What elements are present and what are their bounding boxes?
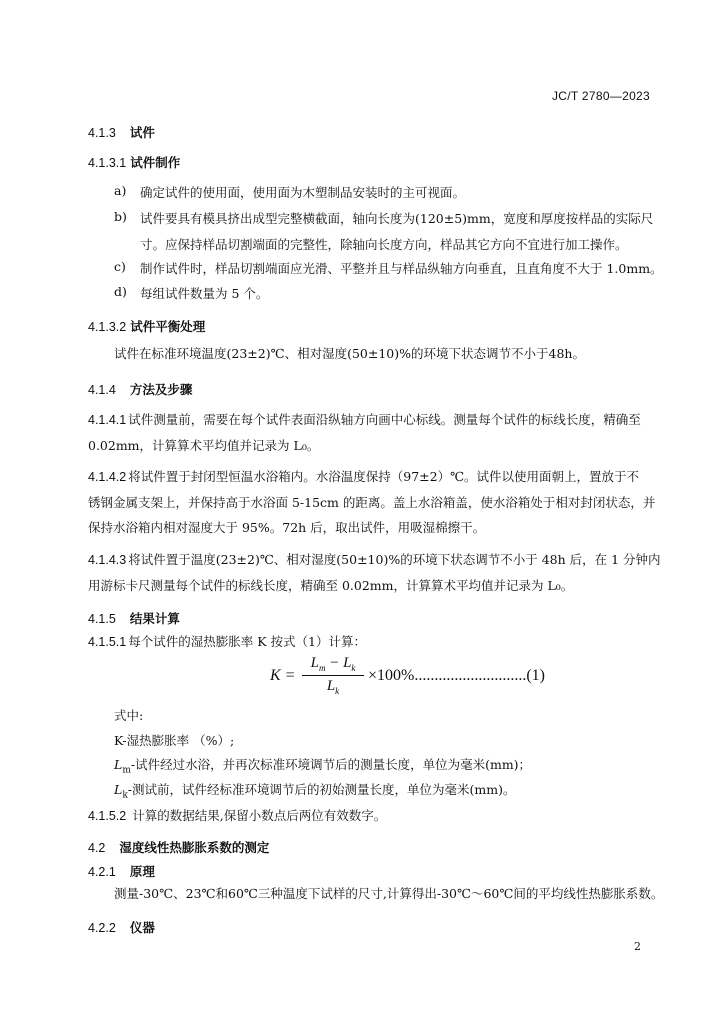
paragraph-4-1-4-3-line2: 用游标卡尺测量每个试件的标线长度，精确至 0.02mm，计算算术平均值并记录为 L₀。 xyxy=(88,578,574,593)
subscript-m: m xyxy=(318,663,326,673)
paragraph-4-1-5-1 xyxy=(88,632,366,650)
list-item-label: d) xyxy=(114,284,127,299)
symbol-l: L xyxy=(114,757,123,772)
paragraph-4-1-5-2 xyxy=(88,806,386,824)
formula-denominator xyxy=(302,678,364,696)
paragraph-4-1-4-3-line1 xyxy=(88,550,661,568)
section-title: 仪器 xyxy=(129,921,155,935)
minus-sign: − xyxy=(325,655,344,671)
heading-4-2-2 xyxy=(88,918,155,936)
definition-text: -试件经过水浴，并再次标准环境调节后的测量长度，单位为毫米(mm)； xyxy=(130,757,532,772)
paragraph-conditioning: 试件在标准环境温度(23±2)℃、相对湿度(50±10)%的环境下状态调节不小于48h。 xyxy=(114,346,585,361)
clause-number: 4.1.4.3 xyxy=(88,553,127,567)
fraction-bar xyxy=(302,675,364,676)
clause-text: 将试件置于封闭型恒温水浴箱内。水浴温度保持（97±2）℃。试件以使用面朝上，置放于不 xyxy=(128,469,640,484)
symbol-l: L xyxy=(114,782,123,797)
list-item-label: b) xyxy=(114,209,127,224)
section-number: 4.1.3.2 xyxy=(88,320,127,334)
formula-lhs: K = xyxy=(270,667,296,684)
symbol-l: L xyxy=(326,678,336,694)
subscript-k: k xyxy=(351,663,356,673)
symbol-l: L xyxy=(310,655,319,671)
definition-lk xyxy=(114,782,515,804)
section-number: 4.1.3 xyxy=(88,126,116,140)
subscript-k: k xyxy=(122,790,128,801)
list-item-text: 制作试件时，样品切割端面应光滑、平整并且与样品纵轴方向垂直，且直角度不大于 1.0mm。 xyxy=(140,261,663,276)
clause-text: 每个试件的湿热膨胀率 K 按式（1）计算： xyxy=(128,634,366,649)
section-number: 4.1.3.1 xyxy=(88,156,127,170)
subscript-m: m xyxy=(122,765,131,776)
definition-k: K-湿热膨胀率 （%）; xyxy=(114,733,235,748)
section-title: 湿度线性热膨胀系数的测定 xyxy=(119,841,270,855)
clause-number: 4.1.4.1 xyxy=(88,413,127,427)
section-number: 4.2.2 xyxy=(88,921,116,935)
heading-4-1-3-1 xyxy=(88,153,180,171)
where-intro: 式中: xyxy=(114,708,144,723)
section-title: 试件 xyxy=(129,126,155,140)
section-number: 4.1.4 xyxy=(88,383,116,397)
heading-4-2-1 xyxy=(88,862,155,880)
clause-text: 将试件置于温度(23±2)℃、相对湿度(50±10)%的环境下状态调节不小于 48h 后，在 1 分钟内 xyxy=(128,552,661,567)
formula-rhs: ×100%............................(1) xyxy=(368,667,546,684)
heading-4-1-4 xyxy=(88,380,192,398)
clause-number: 4.1.4.2 xyxy=(88,470,127,484)
clause-text: 试件测量前，需要在每个试件表面沿纵轴方向画中心标线。测量每个试件的标线长度，精确至 xyxy=(128,412,641,427)
paragraph-4-1-4-1-line1 xyxy=(88,410,641,428)
paragraph-4-1-4-2-line1 xyxy=(88,467,639,485)
section-number: 4.2 xyxy=(88,841,106,855)
formula-numerator xyxy=(302,655,364,673)
heading-4-2 xyxy=(88,838,269,856)
list-item-continuation: 寸。应保持样品切割端面的完整性，除轴向长度方向，样品其它方向不宜进行加工操作。 xyxy=(140,237,628,252)
clause-number: 4.1.5.2 xyxy=(88,809,127,823)
section-title: 方法及步骤 xyxy=(129,383,193,397)
paragraph-4-1-4-1-line2: 0.02mm，计算算术平均值并记录为 L₀。 xyxy=(88,438,320,453)
list-item-text: 试件要具有模具挤出成型完整横截面，轴向长度为(120±5)mm，宽度和厚度按样品的实际尺 xyxy=(140,211,654,226)
section-title: 结果计算 xyxy=(129,612,180,626)
heading-4-1-5 xyxy=(88,609,180,627)
section-title: 试件平衡处理 xyxy=(130,320,206,334)
list-item-label: c) xyxy=(114,259,126,274)
clause-text: 计算的数据结果,保留小数点后两位有效数字。 xyxy=(132,808,387,823)
definition-text: -测试前，试件经标准环境调节后的初始测量长度，单位为毫米(mm)。 xyxy=(127,782,516,797)
paragraph-principle: 测量-30℃、23℃和60℃三种温度下试样的尺寸,计算得出-30℃～60℃间的平均线性热膨胀系数。 xyxy=(114,886,664,901)
heading-4-1-3-2 xyxy=(88,317,205,335)
definition-lm xyxy=(114,757,531,779)
heading-4-1-3 xyxy=(88,123,155,141)
paragraph-4-1-4-2-line2: 锈钢金属支架上，并保持高于水浴面 5-15cm 的距离。盖上水浴箱盖，使水浴箱处于相对封闭状态，并 xyxy=(88,495,656,510)
section-number: 4.1.5 xyxy=(88,612,116,626)
list-item-text: 确定试件的使用面，使用面为木塑制品安装时的主可视面。 xyxy=(140,185,466,200)
paragraph-4-1-4-2-line3: 保持水浴箱内相对湿度大于 95%。72h 后，取出试件，用吸湿棉擦干。 xyxy=(88,520,486,535)
subscript-k: k xyxy=(335,686,340,696)
section-title: 试件制作 xyxy=(130,156,181,170)
page-number: 2 xyxy=(634,940,641,953)
formula-fraction xyxy=(302,655,364,696)
section-title: 原理 xyxy=(129,865,155,879)
clause-number: 4.1.5.1 xyxy=(88,635,127,649)
document-id-header: JC/T 2780—2023 xyxy=(551,89,650,103)
list-item-text: 每组试件数量为 5 个。 xyxy=(140,286,269,301)
list-item-label: a) xyxy=(114,183,127,198)
symbol-l: L xyxy=(343,655,352,671)
section-number: 4.2.1 xyxy=(88,865,116,879)
